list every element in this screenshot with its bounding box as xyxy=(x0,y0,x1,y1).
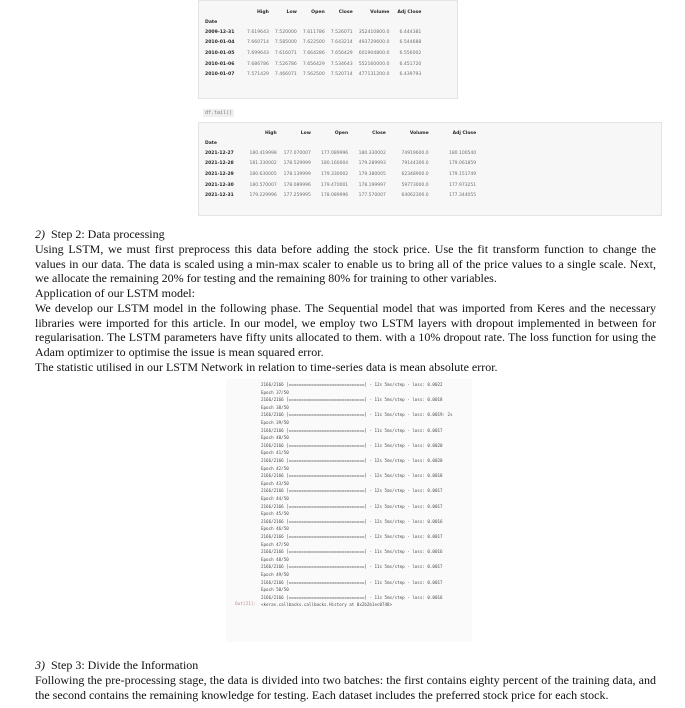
table-cell: 7.526071 xyxy=(330,29,353,35)
head-dataframe-panel xyxy=(198,0,458,99)
section-2 xyxy=(35,227,656,374)
table-cell: 179.330002 xyxy=(320,171,349,177)
row-date: 2010-01-04 xyxy=(205,40,235,46)
log-line: 2166/2166 [==============================] - 11s 5ms/step - loss: 0.0020 xyxy=(261,442,443,448)
log-line: Epoch 43/50 xyxy=(261,480,289,486)
row-date: 2010-01-07 xyxy=(205,72,235,78)
table-cell: 7.699643 xyxy=(247,50,269,56)
table-cell: 178.139999 xyxy=(283,171,311,177)
table-cell: 178.089996 xyxy=(283,182,311,188)
row-date: 2021-12-28 xyxy=(205,161,234,167)
section-title: Step 2: Data processing xyxy=(51,227,165,241)
section-2-heading xyxy=(35,227,656,241)
table-cell: 7.616071 xyxy=(274,50,297,56)
log-line: 2166/2166 [==============================] - 11s 5ms/step - loss: 0.0016 xyxy=(261,549,443,555)
paragraph: We develop our LSTM model in the following phase. The Sequential model that was imported from Keres and the necessary libraries were imported for this article. In our model, we employ two LSTM layers with dropout implemented in between for regularisation. The LSTM parameters have fifty units allocated to them. with a 10% dropout rate. The loss function for using the Adam optimizer to optimise the issue is mean squared error. xyxy=(35,300,656,359)
table-cell: 7.520000 xyxy=(274,29,297,35)
table-cell: 7.534643 xyxy=(330,61,353,67)
log-line: 2166/2166 [==============================] - 11s 5ms/step - loss: 0.0018 xyxy=(261,397,443,403)
table-cell: 552160000.0 xyxy=(358,61,390,67)
table-cell: 7.585000 xyxy=(274,40,297,46)
table-cell: 6.544688 xyxy=(399,40,422,46)
log-line: 2166/2166 [==============================] - 11s 5ms/step - loss: 0.0017 xyxy=(261,579,443,585)
log-line: Epoch 39/50 xyxy=(261,420,289,425)
column-header: Close xyxy=(338,9,353,15)
table-cell: 6.451720 xyxy=(399,61,422,67)
log-line: Epoch 47/50 xyxy=(261,541,289,547)
log-line: 2166/2166 [==============================] - 12s 5ms/step - loss: 0.0017 xyxy=(261,503,443,509)
table-cell: 179.470001 xyxy=(320,182,349,188)
table-header-row xyxy=(205,7,421,17)
column-header: Volume xyxy=(409,130,429,136)
head-dataframe-table xyxy=(205,7,421,80)
log-line: Epoch 37/50 xyxy=(261,389,289,395)
table-cell: 180.330002 xyxy=(358,150,386,156)
table-cell: 179.229996 xyxy=(249,193,277,199)
log-line: Epoch 38/50 xyxy=(261,404,289,410)
row-date: 2021-12-31 xyxy=(205,193,234,199)
log-line: Epoch 48/50 xyxy=(261,556,289,562)
log-line: Epoch 40/50 xyxy=(261,435,289,441)
table-cell: 179.380005 xyxy=(358,171,386,177)
tail-table-body xyxy=(205,148,476,201)
code-cell-tail[interactable]: df.tail() xyxy=(205,110,233,116)
log-line: 2166/2166 [==============================] - 12s 5ms/step - loss: 0.0022 xyxy=(261,382,443,387)
paragraph: Application of our LSTM model: xyxy=(35,286,195,301)
log-line: 2166/2166 [==============================] - 11s 5ms/step - loss: 0.0019: 2s xyxy=(261,412,453,418)
table-cell: 7.686786 xyxy=(247,61,269,67)
log-line: Epoch 50/50 xyxy=(261,587,289,593)
table-cell: 7.571429 xyxy=(247,72,269,78)
table-header-row xyxy=(205,128,476,138)
log-line: 2166/2166 [==============================] - 11s 5ms/step - loss: 0.0017 xyxy=(261,564,443,570)
table-cell: 6.556002 xyxy=(399,50,422,56)
row-date: 2021-12-30 xyxy=(205,182,234,188)
log-line: <keras.callbacks.callbacks.History at 0x2b2b1ec0748> xyxy=(261,602,393,608)
table-cell: 178.529999 xyxy=(283,161,311,167)
column-header: Close xyxy=(372,130,386,136)
table-cell: 181.330002 xyxy=(249,161,277,167)
table-cell: 7.619643 xyxy=(247,29,269,35)
table-row xyxy=(205,169,476,180)
table-cell: 601904800.0 xyxy=(358,50,390,56)
index-name-row xyxy=(205,17,421,27)
table-cell: 59773000.0 xyxy=(401,182,429,188)
table-cell: 179.151749 xyxy=(448,171,477,177)
table-cell: 180.419998 xyxy=(249,150,277,156)
table-cell: 6.444381 xyxy=(399,29,422,35)
section-number: 2) xyxy=(35,227,45,241)
table-cell: 7.562500 xyxy=(302,72,325,78)
table-cell: 64062300.0 xyxy=(401,193,429,199)
table-cell: 180.100540 xyxy=(448,150,477,156)
training-log-output xyxy=(226,379,472,642)
table-cell: 7.664286 xyxy=(302,50,325,56)
section-title: Step 3: Divide the Information xyxy=(51,658,199,672)
table-cell: 7.643214 xyxy=(330,40,353,46)
table-cell: 178.089996 xyxy=(320,193,349,199)
log-line: 2166/2166 [==============================] - 12s 5ms/step - loss: 0.0017 xyxy=(261,488,443,494)
table-cell: 7.526786 xyxy=(274,61,297,67)
table-cell: 493729600.0 xyxy=(358,40,390,46)
log-line: 2166/2166 [==============================] - 11s 5ms/step - loss: 0.0017 xyxy=(261,427,443,433)
row-date: 2010-01-06 xyxy=(205,61,235,67)
log-line: Epoch 46/50 xyxy=(261,526,289,532)
table-cell: 180.630005 xyxy=(249,171,277,177)
row-date: 2021-12-29 xyxy=(205,171,234,177)
table-row xyxy=(205,48,421,59)
table-cell: 7.656429 xyxy=(302,61,325,67)
table-cell: 7.656429 xyxy=(330,50,353,56)
column-header: Low xyxy=(286,9,297,15)
row-date: 2021-12-27 xyxy=(205,150,234,156)
output-prompt: Out[21]: xyxy=(235,602,257,608)
column-header: Open xyxy=(311,9,325,15)
table-cell: 178.199997 xyxy=(358,182,386,188)
table-cell: 179.061859 xyxy=(448,161,477,167)
tail-dataframe-panel xyxy=(198,122,662,216)
log-line: Epoch 45/50 xyxy=(261,511,289,517)
table-cell: 177.259995 xyxy=(283,193,311,199)
log-line: Epoch 44/50 xyxy=(261,496,289,501)
table-cell: 79144300.0 xyxy=(401,161,429,167)
table-cell: 477131200.0 xyxy=(358,72,390,78)
row-date: 2009-12-31 xyxy=(205,29,235,35)
column-header: Adj Close xyxy=(397,9,422,15)
log-line: Epoch 42/50 xyxy=(261,465,289,471)
table-cell: 179.289993 xyxy=(358,161,386,167)
tail-dataframe-table xyxy=(205,128,476,201)
column-header: High xyxy=(256,9,269,15)
table-row xyxy=(205,27,421,38)
column-header: Low xyxy=(300,130,311,136)
table-cell: 177.973251 xyxy=(448,182,477,188)
table-row xyxy=(205,180,476,191)
log-line: 2166/2166 [==============================] - 12s 5ms/step - loss: 0.0020 xyxy=(261,458,443,463)
row-date: 2010-01-05 xyxy=(205,50,235,56)
table-cell: 177.089996 xyxy=(320,150,349,156)
column-header: Adj Close xyxy=(452,130,477,136)
table-row xyxy=(205,69,421,80)
table-row xyxy=(205,59,421,70)
table-cell: 7.660714 xyxy=(247,40,269,46)
section-number: 3) xyxy=(35,658,45,672)
column-header: Volume xyxy=(370,9,390,15)
table-cell: 177.070007 xyxy=(283,150,311,156)
paragraph: The statistic utilised in our LSTM Network in relation to time-series data is mean absolute error. xyxy=(35,359,498,374)
log-line: Epoch 41/50 xyxy=(261,450,289,456)
paragraph: Following the pre-processing stage, the data is divided into two batches: the first contains eighty percent of the training data, and the second contains the remaining knowledge for testing. Each dataset includes the preferred stock price for each stock. xyxy=(35,673,656,702)
table-cell: 7.466071 xyxy=(274,72,297,78)
log-line: 2166/2166 [==============================] - 12s 5ms/step - loss: 0.0017 xyxy=(261,534,443,539)
section-3-heading xyxy=(35,658,656,672)
table-cell: 7.622500 xyxy=(302,40,325,46)
column-header: Open xyxy=(334,130,349,136)
log-line: 2166/2166 [==============================] - 12s 5ms/step - loss: 0.0018 xyxy=(261,473,443,479)
log-line: 2166/2166 [==============================] - 11s 5ms/step - loss: 0.0016 xyxy=(261,594,443,600)
table-row xyxy=(205,159,476,170)
index-name: Date xyxy=(205,19,218,25)
section-3 xyxy=(35,658,656,702)
table-cell: 7.520714 xyxy=(330,72,353,78)
table-row xyxy=(205,148,476,159)
table-cell: 6.439793 xyxy=(399,72,422,78)
table-cell: 180.160004 xyxy=(320,161,349,167)
table-cell: 62348900.0 xyxy=(401,171,429,177)
table-cell: 177.344055 xyxy=(448,193,477,199)
table-cell: 352410800.0 xyxy=(358,29,390,35)
table-cell: 180.570007 xyxy=(249,182,277,188)
table-row xyxy=(205,38,421,49)
paragraph: Using LSTM, we must first preprocess this data before adding the stock price. Use the fit transform function to change the values in our data. The data is scaled using a min-max scaler to enable us to bring all of the price values to a single scale. Next, we allocate the remaining 20% for testing and the remaining 80% for training to other variables. xyxy=(35,242,656,286)
log-line: 2166/2166 [==============================] - 12s 5ms/step - loss: 0.0016 xyxy=(261,518,443,524)
head-table-body xyxy=(205,27,421,80)
column-header: High xyxy=(265,130,277,136)
table-row xyxy=(205,190,476,201)
log-line: Epoch 49/50 xyxy=(261,572,289,577)
table-cell: 74919600.0 xyxy=(401,150,429,156)
index-name: Date xyxy=(205,140,217,146)
table-cell: 177.570007 xyxy=(358,193,386,199)
index-name-row xyxy=(205,138,476,148)
table-cell: 7.611786 xyxy=(302,29,325,35)
